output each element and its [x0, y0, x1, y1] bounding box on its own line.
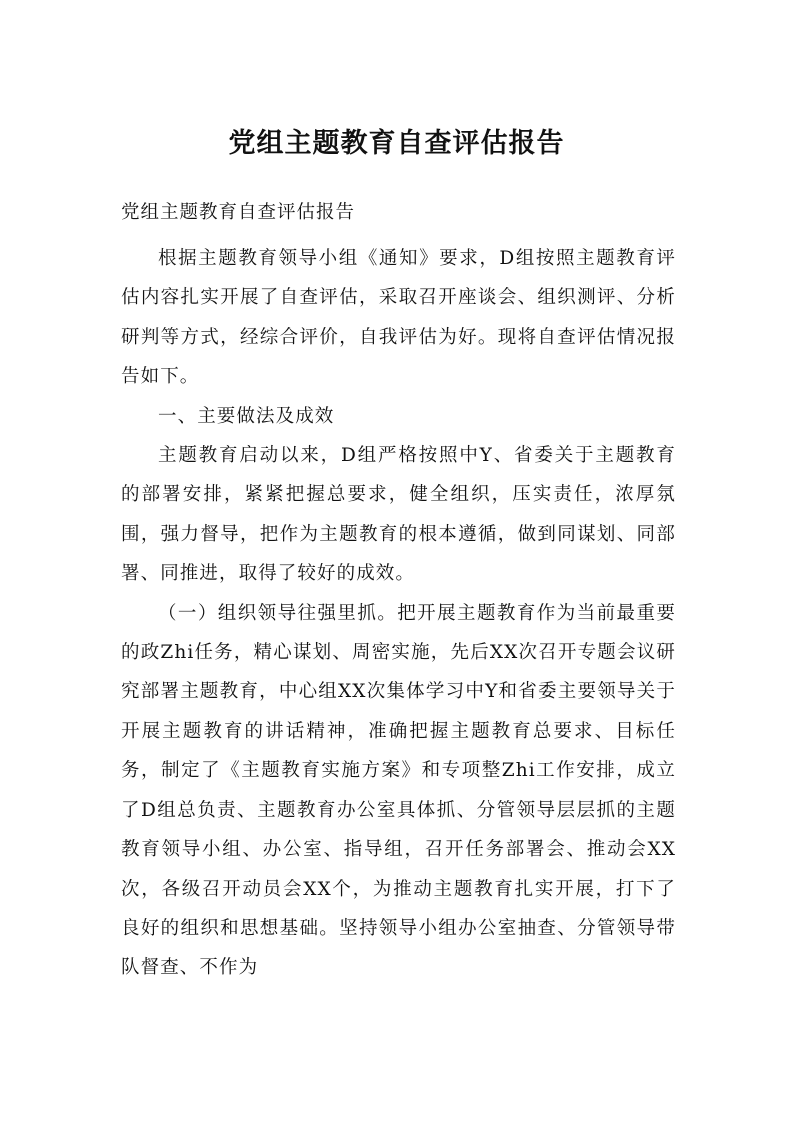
document-subtitle: 党组主题教育自查评估报告 [121, 202, 356, 223]
document-body [121, 239, 676, 988]
paragraph-summary: 主题教育启动以来，D组严格按照中Y、省委关于主题教育的部署安排，紧紧把握总要求，健全组织，压实责任，浓厚氛围，强力督导，把作为主题教育的根本遵循，做到同谋划、同部署、同推进，取得了较好的成效。 [121, 445, 676, 585]
paragraph-intro: 根据主题教育领导小组《通知》要求，D组按照主题教育评估内容扎实开展了自查评估，采取召开座谈会、组织测评、分析研判等方式，经综合评价，自我评估为好。现将自查评估情况报告如下。 [121, 248, 676, 388]
document-title: 党组主题教育自查评估报告 [228, 128, 565, 159]
section-heading: 一、主要做法及成效 [158, 405, 335, 427]
paragraph-organization: （一）组织领导往强里抓。把开展主题教育作为当前最重要的政Zhi任务，精心谋划、周密实施，先后XX次召开专题会议研究部署主题教育，中心组XX次集体学习中Y和省委主要领导关于开展主题教育的讲话精神，准确把握主题教育总要求、目标任务，制定了《主题教育实施方案》和专项整Zhi工作安排，成立了D组总负责、主题教育办公室具体抓、分管领导层层抓的主题教育领导小组、办公室、指导组，召开任务部署会、推动会XX次，各级召开动员会XX个，为推动主题教育扎实开展，打下了良好的组织和思想基础。坚持领导小组办公室抽查、分管领导带队督查、不作为 [121, 602, 676, 979]
